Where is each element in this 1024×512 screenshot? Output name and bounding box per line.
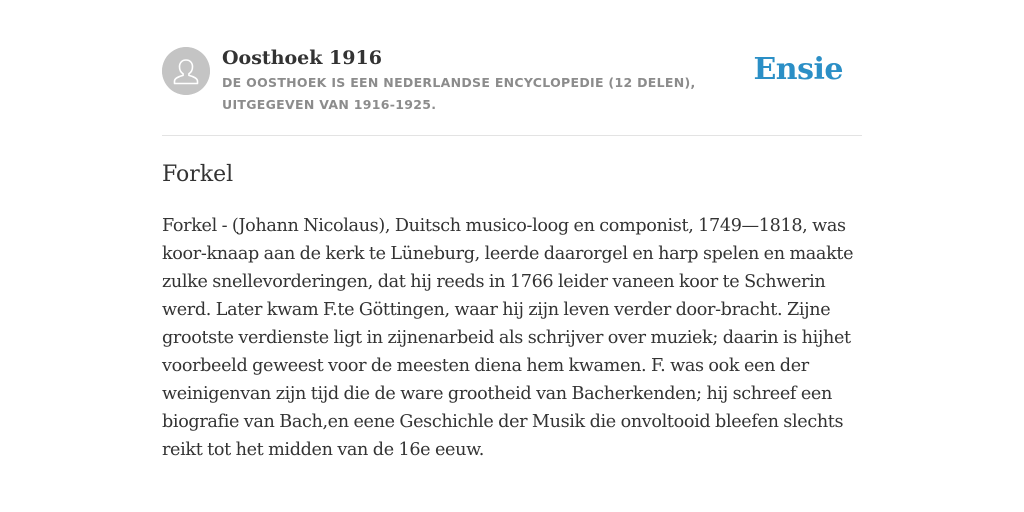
article-title: Forkel	[162, 162, 234, 187]
source-description: DE OOSTHOEK IS EEN NEDERLANDSE ENCYCLOPEDIE (12 DELEN), UITGEGEVEN VAN 1916-1925.	[222, 75, 696, 112]
article-body: Forkel - (Johann Nicolaus), Duitsch musico-loog en componist, 1749—1818, was koor-knaap aan de kerk te Lüneburg, leerde daarorgel en harp spelen en maakte zulke snellevorderingen, dat hij reeds in 1766 leider vaneen koor te Schwerin werd. Later kwam F.te Göttingen, waar hij zijn leven verder door-bracht. Zijne grootste verdienste ligt in zijnenarbeid als schrijver over muziek; daarin is hijhet voorbeeld geweest voor de meesten diena hem kwamen. F. was ook een der weinigenvan zijn tijd die de ware grootheid van Bacherkenden; hij schreef een biografie van Bach,en eene Geschichle der Musik die onvoltooid bleefen slechts reikt tot het midden van de 16e eeuw.	[162, 216, 854, 460]
source-header	[162, 44, 862, 136]
source-title[interactable]: Oosthoek 1916	[222, 47, 382, 69]
header-divider	[162, 135, 862, 136]
avatar-graphic	[162, 47, 210, 95]
user-silhouette-icon[interactable]	[162, 47, 210, 95]
ensie-logo[interactable]: Ensie	[753, 52, 843, 87]
